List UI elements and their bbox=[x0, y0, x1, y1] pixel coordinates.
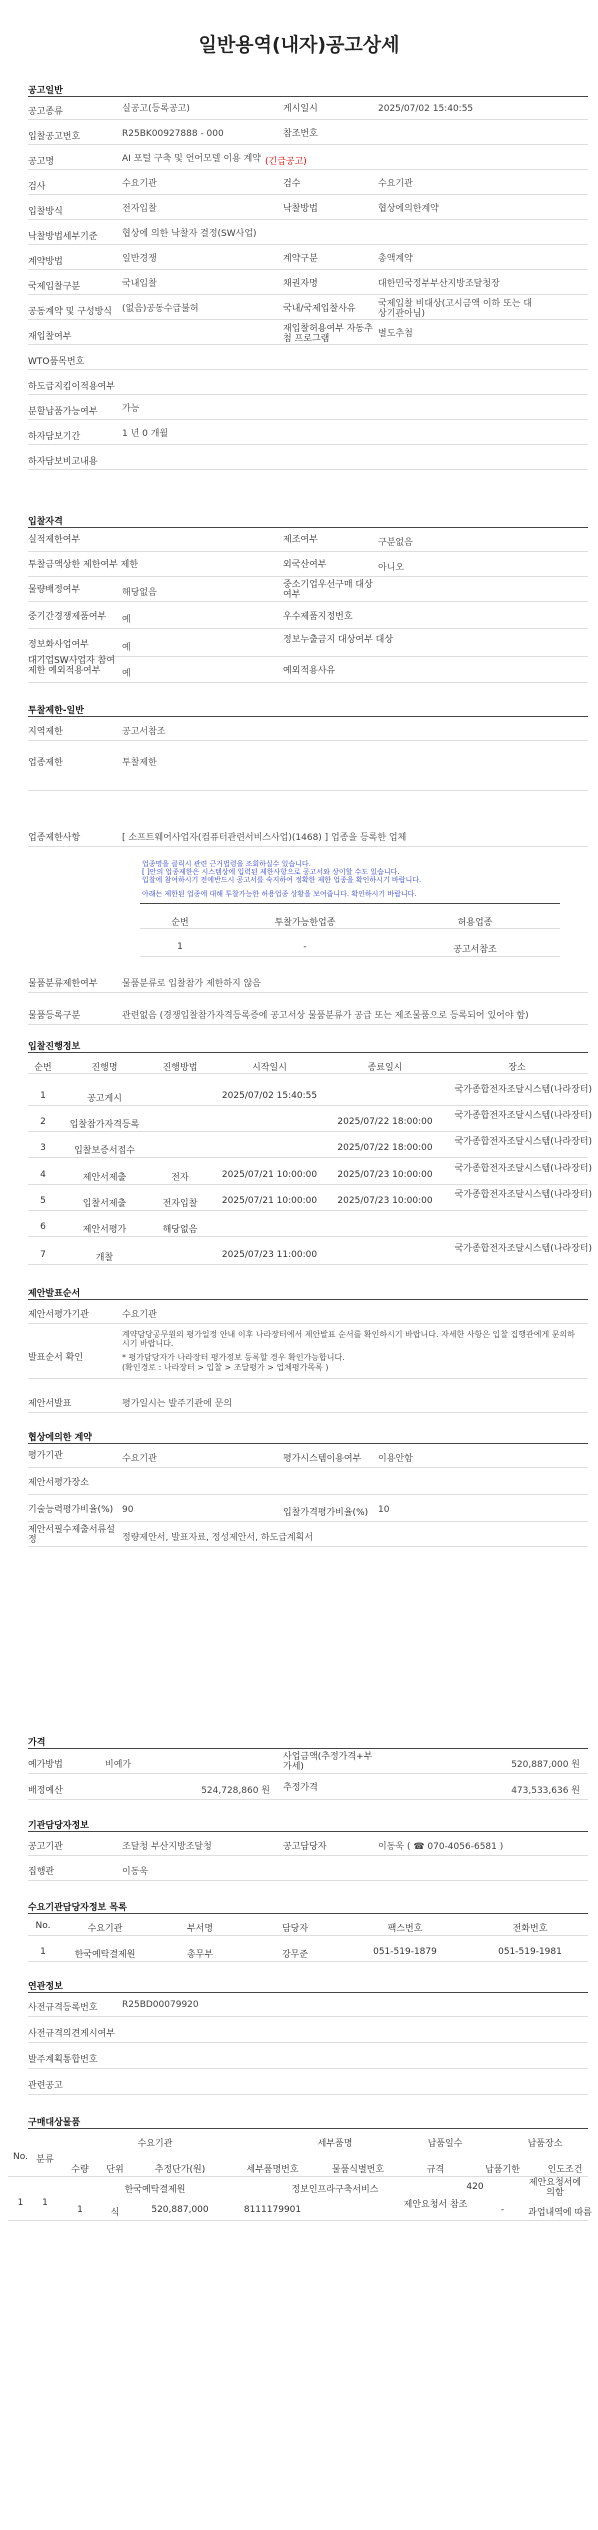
allowed-cell-0: 1 bbox=[177, 942, 183, 952]
general-value-3: 수요기관 bbox=[122, 179, 157, 189]
items-header2-1: 단위 bbox=[106, 2165, 124, 2175]
progress-cell-4-2: 전자입찰 bbox=[162, 1199, 198, 1209]
progress-cell-3-3: 2025/07/21 10:00:00 bbox=[221, 1170, 318, 1180]
price-value-0: 비예가 bbox=[105, 1760, 132, 1770]
items-row1-0: 1 bbox=[17, 2198, 24, 2208]
progress-cell-6-5: 국가종합전자조달시스템(나라장터) bbox=[454, 1244, 592, 1254]
eval-agency-label: 제안서평가기관 bbox=[28, 1310, 89, 1320]
row-divider bbox=[28, 369, 588, 370]
progress-cell-1-4: 2025/07/22 18:00:00 bbox=[337, 1117, 433, 1127]
progress-cell-2-1: 입찰보증서접수 bbox=[74, 1146, 135, 1156]
nego-value2-0: 이용안함 bbox=[378, 1454, 413, 1464]
demand-cell-1: 한국예탁결제원 bbox=[74, 1950, 136, 1960]
section-related-heading-line bbox=[28, 1992, 588, 1993]
progress-cell-2-0: 3 bbox=[40, 1143, 46, 1153]
row-divider bbox=[28, 1494, 588, 1495]
items-row1-4: 420 bbox=[466, 2182, 484, 2192]
section-related-heading: 연관정보 bbox=[28, 1982, 63, 1992]
progress-cell-2-5: 국가종합전자조달시스템(나라장터) bbox=[454, 1137, 592, 1147]
related-label-0: 사전규격등록번호 bbox=[28, 2003, 98, 2013]
nego-label-0: 평가기관 bbox=[28, 1451, 63, 1461]
row-divider bbox=[28, 1024, 588, 1025]
progress-cell-2-4: 2025/07/22 18:00:00 bbox=[337, 1143, 433, 1153]
nego-label2-2: 입찰가격평가비율(%) bbox=[283, 1508, 369, 1518]
qual-label-5: 대기업SW사업자 참여제한 예외적용여부 bbox=[28, 656, 116, 677]
row-divider bbox=[28, 1105, 588, 1106]
general-value-1: R25BK00927888 - 000 bbox=[122, 129, 224, 139]
present-label: 제안서발표 bbox=[28, 1399, 72, 1409]
progress-cell-5-1: 제안서평가 bbox=[82, 1225, 127, 1235]
general-label2-1: 참조번호 bbox=[283, 129, 318, 139]
row-divider bbox=[28, 1236, 588, 1237]
progress-header-3: 시작일시 bbox=[252, 1063, 287, 1073]
related-value-0: R25BD00079920 bbox=[122, 2000, 199, 2010]
row-divider bbox=[28, 1935, 588, 1936]
biz-label: 업종제한 bbox=[28, 758, 63, 768]
nego-label2-0: 평가시스템이용여부 bbox=[283, 1454, 362, 1464]
row-divider bbox=[28, 294, 588, 295]
row-divider bbox=[28, 1264, 588, 1265]
section-restriction-heading: 투찰제한-일반 bbox=[28, 706, 84, 716]
row-divider bbox=[28, 1467, 588, 1468]
section-negotiation-heading: 협상에의한 계약 bbox=[28, 1433, 92, 1443]
items-header1-0: No. bbox=[13, 2152, 28, 2162]
row-divider bbox=[28, 1961, 588, 1962]
row-divider bbox=[28, 740, 588, 741]
items-header2-6: 납품기한 bbox=[485, 2165, 520, 2175]
demand-cell-0: 1 bbox=[40, 1947, 46, 1957]
progress-header-2: 진행방법 bbox=[162, 1063, 198, 1073]
row-divider bbox=[8, 2220, 588, 2221]
allowed-header-0: 순번 bbox=[171, 918, 189, 928]
row-divider bbox=[28, 551, 588, 552]
general-value-8: (없음)공동수급불허 bbox=[122, 304, 199, 314]
row-divider bbox=[140, 928, 560, 929]
price-label-0: 예가방법 bbox=[28, 1760, 63, 1770]
qual-label2-1: 외국산여부 bbox=[283, 560, 327, 570]
row-divider bbox=[28, 601, 588, 602]
row-divider bbox=[28, 1323, 588, 1324]
general-value-4: 전자입찰 bbox=[122, 204, 157, 214]
qual-label2-0: 제조여부 bbox=[283, 535, 318, 545]
row-divider bbox=[28, 628, 588, 629]
price-label-1: 배정예산 bbox=[28, 1786, 63, 1796]
row-divider bbox=[28, 846, 588, 847]
progress-cell-6-0: 7 bbox=[40, 1250, 46, 1260]
class-label: 물품분류제한여부 bbox=[28, 979, 98, 989]
progress-cell-3-0: 4 bbox=[40, 1170, 46, 1180]
general-value2-0: 2025/07/02 15:40:55 bbox=[378, 104, 474, 114]
biz-rule-label: 업종제한사항 bbox=[28, 833, 81, 843]
progress-cell-3-5: 국가종합전자조달시스템(나라장터) bbox=[454, 1164, 592, 1174]
demand-header-5: 전화번호 bbox=[512, 1924, 548, 1934]
general-value-13: 1 년 0 개월 bbox=[122, 429, 169, 439]
items-header2-4: 물품식별번호 bbox=[331, 2165, 385, 2175]
row-divider bbox=[28, 1412, 588, 1413]
general-label2-7: 채권자명 bbox=[283, 279, 318, 289]
general-label-7: 국제입찰구분 bbox=[28, 282, 81, 292]
row-divider bbox=[28, 144, 588, 145]
contact-label-0: 공고기관 bbox=[28, 1842, 63, 1852]
progress-cell-4-1: 입찰서제출 bbox=[82, 1199, 127, 1209]
related-label-1: 사전규격의견게시여부 bbox=[28, 2029, 115, 2039]
demand-cell-3: 강무준 bbox=[281, 1950, 309, 1960]
row-divider bbox=[28, 1131, 588, 1132]
section-price-heading-line bbox=[28, 1748, 588, 1749]
row-divider bbox=[28, 194, 588, 195]
qual-label2-4: 정보누출금지 대상여부 대상 bbox=[283, 635, 394, 645]
section-progress-heading: 입찰진행정보 bbox=[28, 1042, 81, 1052]
row-divider bbox=[28, 1157, 588, 1158]
section-items-heading-line bbox=[28, 2128, 588, 2129]
items-row2-6: - bbox=[500, 2205, 505, 2215]
progress-cell-4-3: 2025/07/21 10:00:00 bbox=[221, 1196, 318, 1206]
row-divider bbox=[28, 469, 588, 470]
row-divider bbox=[28, 2016, 588, 2017]
contact-value-1: 이동욱 bbox=[122, 1867, 149, 1877]
qual-label-3: 중기간경쟁제품여부 bbox=[28, 612, 107, 622]
section-progress-heading-line bbox=[28, 1052, 588, 1053]
class-value: 물품분류로 입찰참가 제한하지 않음 bbox=[122, 979, 261, 989]
row-divider bbox=[28, 394, 588, 395]
items-header2-7: 인도조건 bbox=[547, 2165, 583, 2175]
price-label2-0: 사업금액(추정가격+부가세) bbox=[283, 1752, 373, 1773]
progress-cell-0-5: 국가종합전자조달시스템(나라장터) bbox=[454, 1085, 592, 1095]
allowed-cell-2: 공고서참조 bbox=[453, 945, 497, 955]
row-divider bbox=[28, 169, 588, 170]
nego-value-0: 수요기관 bbox=[122, 1454, 157, 1464]
items-header1-4: 납품일수 bbox=[427, 2139, 463, 2149]
related-label-2: 발주계획통합번호 bbox=[28, 2055, 98, 2065]
row-divider bbox=[28, 419, 588, 420]
section-demand-contact-heading-line bbox=[28, 1913, 588, 1914]
items-row1-1: 1 bbox=[42, 2198, 48, 2208]
progress-cell-6-3: 2025/07/23 11:00:00 bbox=[221, 1250, 318, 1260]
general-label-6: 계약방법 bbox=[28, 257, 63, 267]
progress-cell-3-4: 2025/07/23 10:00:00 bbox=[337, 1170, 433, 1180]
progress-cell-1-0: 2 bbox=[40, 1117, 46, 1127]
items-row1-2: 한국예탁결제원 bbox=[124, 2185, 186, 2195]
general-label-10: WTO품목번호 bbox=[28, 357, 85, 367]
general-value-2: AI 포털 구축 및 언어모델 이용 계약 bbox=[122, 154, 261, 164]
section-qualification-heading: 입찰자격 bbox=[28, 517, 63, 527]
items-row2-7: 과업내역에 따름 bbox=[528, 2208, 592, 2218]
section-presentation-order-heading-line bbox=[28, 1299, 588, 1300]
order-line-1: * 평가담당자가 나라장터 평가정보 등록할 경우 확인가능합니다. bbox=[122, 1353, 345, 1362]
progress-header-1: 진행명 bbox=[91, 1063, 118, 1073]
biz-rule-value[interactable]: [ 소프트웨어사업자(컴퓨터관련서비스사업)(1468) ] 업종을 등록한 업체 bbox=[122, 833, 407, 843]
restriction-note-2: 입찰에 참여하시기 전에반드시 공고서를 숙지하여 정확한 제한 업종을 확인하시기 바랍니다. bbox=[142, 876, 422, 884]
general-label-0: 공고종류 bbox=[28, 107, 63, 117]
section-items-heading: 구매대상물품 bbox=[28, 2118, 81, 2128]
general-value2-4: 협상에의한계약 bbox=[378, 204, 439, 214]
row-divider bbox=[28, 219, 588, 220]
eval-agency-value: 수요기관 bbox=[122, 1310, 157, 1320]
items-header2-0: 수량 bbox=[71, 2165, 89, 2175]
price-value-1: 524,728,860 원 bbox=[201, 1786, 270, 1796]
qual-value-4: 예 bbox=[122, 643, 131, 653]
qual-value-5: 예 bbox=[122, 669, 131, 679]
nego-value2-2: 10 bbox=[378, 1505, 390, 1515]
qual-value2-0: 구분없음 bbox=[378, 538, 413, 548]
row-divider bbox=[28, 344, 588, 345]
demand-cell-5: 051-519-1981 bbox=[498, 1947, 562, 1957]
row-divider bbox=[28, 2042, 588, 2043]
row-divider bbox=[28, 2094, 588, 2095]
progress-header-4: 종료일시 bbox=[367, 1063, 403, 1073]
row-divider bbox=[28, 576, 588, 577]
row-divider bbox=[28, 269, 588, 270]
progress-cell-4-5: 국가종합전자조달시스템(나라장터) bbox=[454, 1190, 592, 1200]
general-label-12: 분할납품가능여부 bbox=[28, 407, 98, 417]
order-line-0: 계약담당공무원의 평가일정 안내 이후 나라장터에서 제안발표 순서를 확인하시기 바랍니다. 자세한 사항은 입찰 집행관에게 문의하시기 바랍니다. bbox=[122, 1330, 575, 1349]
qual-value-2: 해당없음 bbox=[122, 588, 157, 598]
general-value2-8: 국제입찰 비대상(고시금액 이하 또는 대상기관아님) bbox=[378, 299, 533, 320]
price-value2-0: 520,887,000 원 bbox=[511, 1760, 580, 1770]
section-demand-contact-heading: 수요기관담당자정보 목록 bbox=[28, 1903, 127, 1913]
general-value2-6: 총액계약 bbox=[378, 254, 413, 264]
general-label-8: 공동계약 및 구성방식 bbox=[28, 307, 112, 317]
row-divider bbox=[28, 1799, 588, 1800]
progress-cell-0-0: 1 bbox=[40, 1091, 46, 1101]
section-general-heading-line bbox=[28, 96, 588, 97]
row-divider bbox=[28, 1210, 588, 1211]
general-label2-8: 국내/국제입찰사유 bbox=[283, 304, 356, 314]
row-divider bbox=[28, 1073, 588, 1074]
allowed-cell-1: - bbox=[303, 942, 307, 952]
row-divider bbox=[28, 682, 588, 683]
row-divider bbox=[28, 119, 588, 120]
section-restriction-heading-line bbox=[28, 716, 588, 717]
region-label: 지역제한 bbox=[28, 727, 63, 737]
section-presentation-order-heading: 제안발표순서 bbox=[28, 1289, 81, 1299]
contact-value2-0[interactable]: 이동욱 ( ☎ 070-4056-6581 ) bbox=[378, 1842, 504, 1852]
nego-label-3: 제안서필수제출서류설정 bbox=[28, 1525, 115, 1546]
restriction-note-1: [ ]안의 업종제한은 시스템상에 입력된 제한사항으로 공고서와 상이할 수도 있습니다. bbox=[142, 868, 400, 876]
row-divider bbox=[28, 1378, 588, 1379]
related-label-3: 관련공고 bbox=[28, 2081, 63, 2091]
demand-cell-4: 051-519-1879 bbox=[373, 1947, 437, 1957]
items-header1-1: 분류 bbox=[36, 2155, 54, 2165]
general-value-12: 가능 bbox=[122, 404, 140, 414]
section-agency-contact-heading: 기관담당자정보 bbox=[28, 1821, 89, 1831]
region-value: 공고서참조 bbox=[122, 727, 166, 737]
general-value2-7: 대한민국정부부산지방조달청장 bbox=[378, 279, 500, 289]
general-label-3: 검사 bbox=[28, 182, 46, 192]
progress-cell-0-3: 2025/07/02 15:40:55 bbox=[221, 1091, 318, 1101]
items-row1-5: 제안요청서에 의함 bbox=[528, 2178, 582, 2199]
progress-cell-6-1: 개찰 bbox=[95, 1253, 114, 1263]
general-value-7: 국내입찰 bbox=[122, 279, 157, 289]
restriction-note-3: 아래는 제한된 업종에 대해 투찰가능한 허용업종 상황을 보여줍니다. 확인하시기 바랍니다. bbox=[142, 890, 417, 898]
qual-label2-3: 우수제품지정번호 bbox=[283, 612, 353, 622]
nego-value-2: 90 bbox=[122, 1505, 134, 1515]
qual-value2-1: 아니오 bbox=[378, 563, 405, 573]
demand-header-1: 수요기관 bbox=[87, 1924, 123, 1934]
items-header2-3: 세부품명번호 bbox=[246, 2165, 299, 2175]
general-label-1: 입찰공고번호 bbox=[28, 132, 81, 142]
demand-cell-2: 총무부 bbox=[186, 1950, 214, 1960]
row-divider bbox=[28, 1521, 588, 1522]
items-row1-3: 정보인프라구축서비스 bbox=[291, 2185, 379, 2195]
progress-cell-5-0: 6 bbox=[40, 1222, 46, 1232]
qual-label-4: 정보화사업여부 bbox=[28, 640, 89, 650]
general-value-6: 일반경쟁 bbox=[122, 254, 157, 264]
items-header2-2: 추정단가(원) bbox=[154, 2165, 206, 2175]
nego-label-1: 제안서평가장소 bbox=[28, 1478, 89, 1488]
items-row2-1: 식 bbox=[110, 2208, 120, 2218]
general-label-11: 하도급지킴이적용여부 bbox=[28, 382, 115, 392]
order-label: 발표순서 확인 bbox=[28, 1353, 84, 1363]
items-header1-3: 세부품명 bbox=[317, 2139, 353, 2149]
allowed-header-1: 투찰가능한업종 bbox=[274, 918, 336, 928]
nego-label-2: 기술능력평가비율(%) bbox=[28, 1505, 114, 1515]
contact-value-0: 조달청 부산지방조달청 bbox=[122, 1842, 212, 1852]
section-general-heading: 공고일반 bbox=[28, 86, 63, 96]
qual-label-2: 물량배정여부 bbox=[28, 585, 81, 595]
qual-label2-5: 예외적용사유 bbox=[283, 666, 336, 676]
general-value-0: 실공고(등록공고) bbox=[122, 104, 190, 114]
present-value: 평가일시는 발주기관에 문의 bbox=[122, 1399, 233, 1409]
row-divider bbox=[28, 1880, 588, 1881]
items-header1-2: 수요기관 bbox=[137, 2139, 173, 2149]
section-agency-contact-heading-line bbox=[28, 1831, 588, 1832]
qual-label-1: 투찰금액상한 제한여부 제한 bbox=[28, 560, 139, 570]
qual-label-0: 실적제한여부 bbox=[28, 535, 81, 545]
general-label-4: 입찰방식 bbox=[28, 207, 63, 217]
row-divider bbox=[28, 1773, 588, 1774]
allowed-header-2: 허용업종 bbox=[457, 918, 493, 928]
qual-value-3: 예 bbox=[122, 615, 131, 625]
progress-cell-1-5: 국가종합전자조달시스템(나라장터) bbox=[454, 1111, 592, 1121]
reg-label: 물품등록구분 bbox=[28, 1011, 81, 1021]
urgent-badge: (긴급공고) bbox=[265, 157, 307, 167]
progress-cell-4-0: 5 bbox=[40, 1196, 46, 1206]
price-value2-1: 473,533,636 원 bbox=[511, 1786, 580, 1796]
general-label2-0: 게시일시 bbox=[283, 104, 318, 114]
contact-label-1: 집행관 bbox=[28, 1867, 55, 1877]
general-label-13: 하자담보기간 bbox=[28, 432, 81, 442]
general-label-9: 재입찰여부 bbox=[28, 332, 72, 342]
section-negotiation-heading-line bbox=[28, 1443, 588, 1444]
allowed-table-top bbox=[140, 903, 560, 904]
items-header1-5: 납품장소 bbox=[527, 2139, 563, 2149]
demand-header-0: No. bbox=[35, 1921, 51, 1931]
general-label2-9: 재입찰허용여부 자동추첨 프로그램 bbox=[283, 324, 373, 345]
contact-label2-0: 공고담당자 bbox=[283, 1842, 327, 1852]
order-line-2: (확인경로 : 나라장터 > 입찰 > 조달평가 > 업체평가목록 ) bbox=[122, 1363, 329, 1372]
progress-cell-3-2: 전자 bbox=[171, 1173, 189, 1183]
section-qualification-heading-line bbox=[28, 527, 588, 528]
items-header2-5: 규격 bbox=[426, 2165, 445, 2175]
items-row2-3: 8111179901 bbox=[243, 2205, 302, 2215]
progress-cell-0-1: 공고게시 bbox=[87, 1094, 122, 1104]
row-divider bbox=[28, 444, 588, 445]
row-divider bbox=[8, 2176, 588, 2177]
qual-label2-2: 중소기업우선구매 대상여부 bbox=[283, 580, 373, 601]
demand-header-3: 담당자 bbox=[281, 1924, 309, 1934]
demand-header-2: 부서명 bbox=[186, 1924, 214, 1934]
section-price-heading: 가격 bbox=[28, 1738, 46, 1748]
progress-header-0: 순번 bbox=[34, 1063, 52, 1073]
row-divider bbox=[28, 1546, 588, 1547]
progress-cell-1-1: 입찰참가자격등록 bbox=[69, 1120, 140, 1130]
general-value2-3: 수요기관 bbox=[378, 179, 413, 189]
general-label2-6: 계약구분 bbox=[283, 254, 318, 264]
general-value2-9: 별도추첨 bbox=[378, 329, 413, 339]
items-row2-0: 1 bbox=[77, 2205, 83, 2215]
general-label2-4: 낙찰방법 bbox=[283, 204, 318, 214]
general-label2-3: 검수 bbox=[283, 179, 301, 189]
items-row2-2: 520,887,000 bbox=[151, 2205, 209, 2215]
progress-cell-5-2: 해당없음 bbox=[162, 1225, 198, 1235]
row-divider bbox=[28, 1184, 588, 1185]
general-label-5: 낙찰방법세부기준 bbox=[28, 232, 98, 242]
row-divider bbox=[140, 956, 560, 957]
progress-cell-4-4: 2025/07/23 10:00:00 bbox=[337, 1196, 433, 1206]
row-divider bbox=[28, 1855, 588, 1856]
row-divider bbox=[28, 992, 588, 993]
row-divider bbox=[28, 244, 588, 245]
general-label-2: 공고명 bbox=[28, 157, 55, 167]
reg-value: 관련없음 (경쟁입찰참가자격등록증에 공고서상 물품분류가 공급 또는 제조물품으로 등록되어 있어야 함) bbox=[122, 1011, 529, 1021]
row-divider bbox=[28, 2068, 588, 2069]
progress-cell-3-1: 제안서제출 bbox=[82, 1173, 127, 1183]
row-divider bbox=[28, 319, 588, 320]
nego-value-3: 정량제안서, 발표자료, 정성제안서, 하도급계획서 bbox=[122, 1533, 314, 1543]
row-divider bbox=[28, 790, 588, 791]
biz-value: 투찰제한 bbox=[122, 758, 157, 768]
items-row2-5: 제안요청서 참조 bbox=[403, 2200, 468, 2210]
demand-header-4: 팩스번호 bbox=[387, 1924, 423, 1934]
progress-header-5: 장소 bbox=[508, 1063, 526, 1073]
page-title: 일반용역(내자)공고상세 bbox=[198, 34, 400, 56]
general-label-14: 하자담보비고내용 bbox=[28, 457, 98, 467]
price-label2-1: 추정가격 bbox=[283, 1783, 318, 1793]
restriction-note-0: 업종명을 클릭시 관련 근거법령을 조회하실수 있습니다. bbox=[142, 860, 311, 868]
general-value-5: 협상에 의한 낙찰자 결정(SW사업) bbox=[122, 229, 257, 239]
